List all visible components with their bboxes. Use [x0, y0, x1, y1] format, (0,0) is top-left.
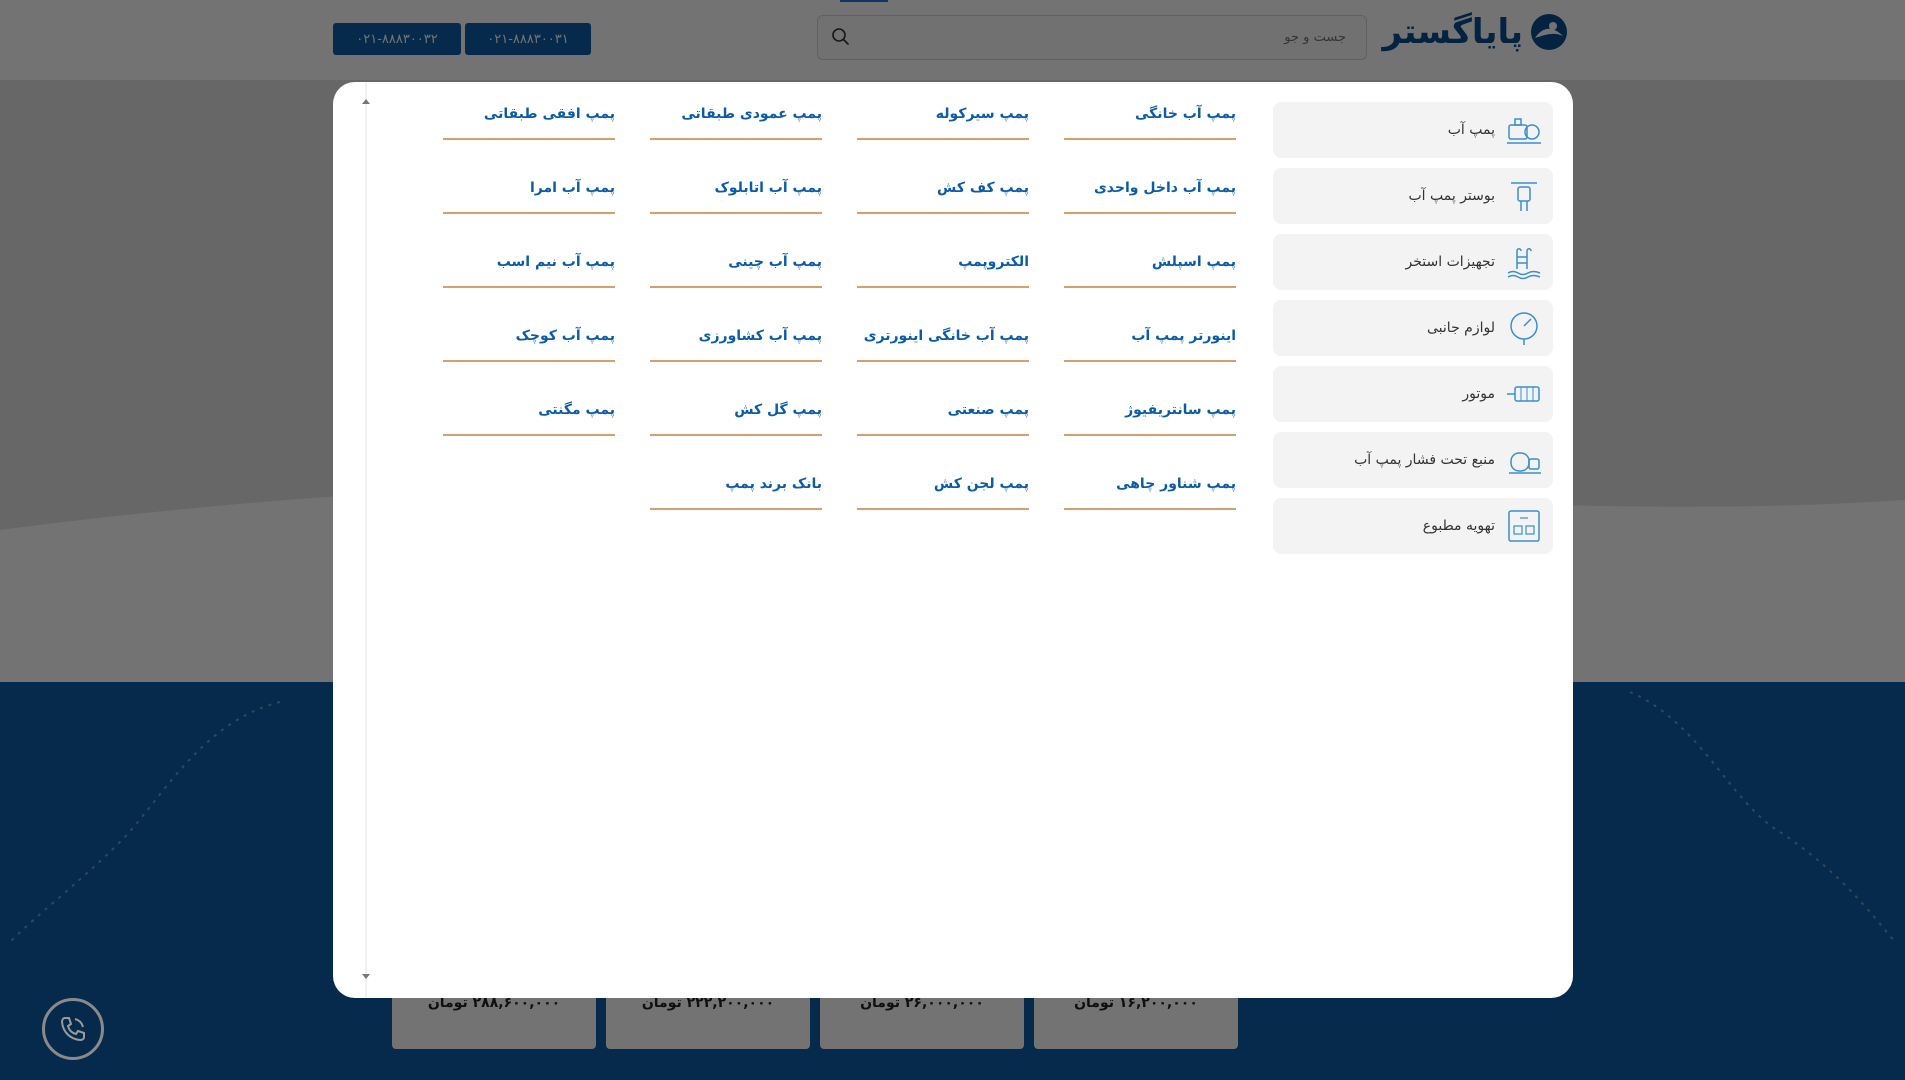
subcategory-link[interactable]: پمپ آب اتابلوک — [650, 168, 822, 214]
subcategory-link[interactable]: پمپ آب خانگی — [1064, 94, 1236, 140]
subcategory-link[interactable]: اینورتر پمپ آب — [1064, 316, 1236, 362]
call-button[interactable] — [42, 998, 104, 1060]
subcategory-link[interactable]: پمپ افقی طبقاتی — [443, 94, 615, 140]
subcategory-link[interactable]: پمپ اسپلش — [1064, 242, 1236, 288]
booster-pump-icon — [1505, 177, 1543, 215]
phone-icon — [56, 1012, 90, 1046]
mega-menu-modal — [333, 82, 1573, 998]
category-label: موتور — [1462, 386, 1495, 402]
category-pool-equipment[interactable] — [1273, 234, 1553, 290]
category-list — [1273, 102, 1553, 564]
motor-icon — [1505, 375, 1543, 413]
category-label: لوازم جانبی — [1427, 320, 1495, 336]
category-label: تهویه مطبوع — [1422, 518, 1495, 534]
subcategory-link[interactable]: پمپ آب کوچک — [443, 316, 615, 362]
subcategory-link[interactable]: پمپ آب نیم اسب — [443, 242, 615, 288]
subcategory-link[interactable]: بانک برند پمپ — [650, 464, 822, 510]
pressure-tank-icon — [1505, 441, 1543, 479]
subcategory-link[interactable]: پمپ سانتریفیوژ — [1064, 390, 1236, 436]
subcategory-link[interactable]: پمپ لجن کش — [857, 464, 1029, 510]
category-water-pump[interactable] — [1273, 102, 1553, 158]
category-label: منبع تحت فشار پمپ آب — [1354, 452, 1495, 468]
subcategory-link[interactable]: پمپ شناور چاهی — [1064, 464, 1236, 510]
subcategory-link[interactable]: پمپ سیرکوله — [857, 94, 1029, 140]
scroll-down-arrow-icon[interactable] — [360, 972, 372, 982]
subcategory-link[interactable]: الکتروپمپ — [857, 242, 1029, 288]
category-pressure-tank[interactable] — [1273, 432, 1553, 488]
subcategory-link[interactable]: پمپ آب کشاورزی — [650, 316, 822, 362]
subcategory-link[interactable]: پمپ آب خانگی اینورتری — [857, 316, 1029, 362]
category-label: پمپ آب — [1447, 122, 1495, 138]
subcategory-link[interactable]: پمپ صنعتی — [857, 390, 1029, 436]
subcategory-link[interactable]: پمپ آب چینی — [650, 242, 822, 288]
air-conditioner-icon — [1505, 507, 1543, 545]
pressure-gauge-icon — [1505, 309, 1543, 347]
scrollbar-track[interactable] — [365, 82, 367, 998]
subcategory-link[interactable]: پمپ گل کش — [650, 390, 822, 436]
subcategory-link[interactable]: پمپ آب داخل واحدی — [1064, 168, 1236, 214]
subcategory-link[interactable]: پمپ مگنتی — [443, 390, 615, 436]
subcategory-link[interactable]: پمپ کف کش — [857, 168, 1029, 214]
pool-ladder-icon — [1505, 243, 1543, 281]
scroll-up-arrow-icon[interactable] — [360, 96, 372, 106]
category-label: بوستر پمپ آب — [1408, 188, 1495, 204]
subcategory-link[interactable]: پمپ آب امرا — [443, 168, 615, 214]
category-motor[interactable] — [1273, 366, 1553, 422]
category-booster-pump[interactable] — [1273, 168, 1553, 224]
category-accessories[interactable] — [1273, 300, 1553, 356]
category-air-conditioning[interactable] — [1273, 498, 1553, 554]
water-pump-icon — [1505, 111, 1543, 149]
category-label: تجهیزات استخر — [1405, 254, 1495, 270]
subcategory-link[interactable]: پمپ عمودی طبقاتی — [650, 94, 822, 140]
